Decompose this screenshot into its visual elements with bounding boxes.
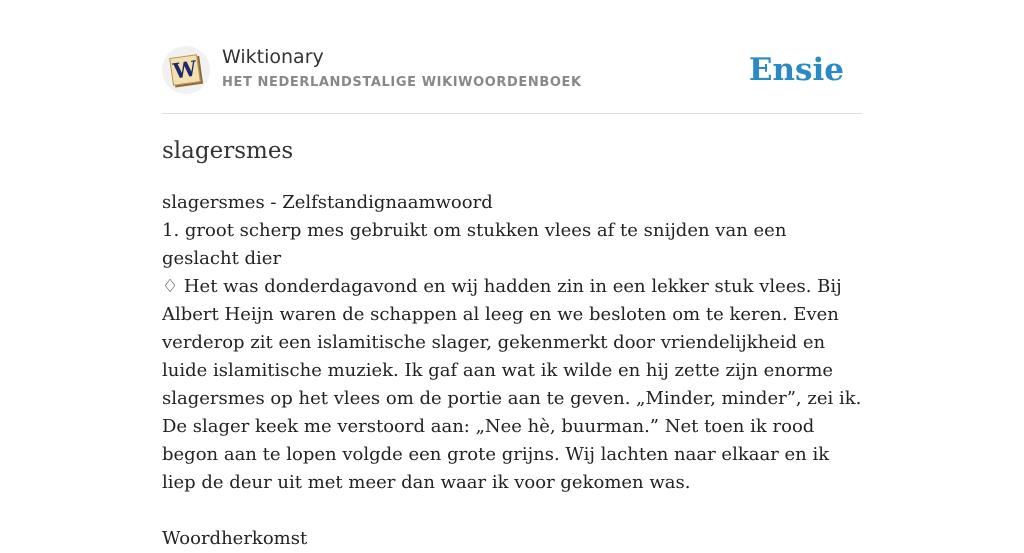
entry-heading: slagersmes - Zelfstandignaamwoord: [162, 192, 493, 213]
site-header: [162, 40, 862, 114]
section-heading-woordherkomst: Woordherkomst: [162, 528, 308, 549]
ensie-brand-link[interactable]: Ensie: [748, 52, 844, 88]
logo-tile: W: [169, 54, 201, 86]
entry-example: ♢ Het was donderdagavond en wij hadden zin in een lekker stuk vlees. Bij Albert Heijn waren de schappen al leeg en we besloten om te keren. Even verderop zit een islamitische slager, gekenmerkt door vriendelijkheid en luide islamitische muziek. Ik gaf aan wat ik wilde en hij zette zijn enorme slagersmes op het vlees om de portie aan te geven. „Minder, minder”, zei ik. De slager keek me verstoord aan: „Nee hè, buurman.” Net toen ik rood begon aan te lopen volgde een grote grijns. Wij lachten naar elkaar en ik liep de deur uit met meer dan waar ik voor gekomen was.: [162, 276, 862, 493]
site-name[interactable]: Wiktionary: [222, 46, 324, 68]
site-tagline: HET NEDERLANDSTALIGE WIKIWOORDENBOEK: [222, 75, 582, 90]
entry-definition: 1. groot scherp mes gebruikt om stukken vlees af te snijden van een geslacht dier: [162, 220, 787, 269]
page-title: slagersmes: [162, 138, 294, 164]
entry-content: [162, 189, 862, 553]
wiktionary-logo-icon[interactable]: [162, 46, 210, 94]
section-spacer: [162, 497, 862, 525]
